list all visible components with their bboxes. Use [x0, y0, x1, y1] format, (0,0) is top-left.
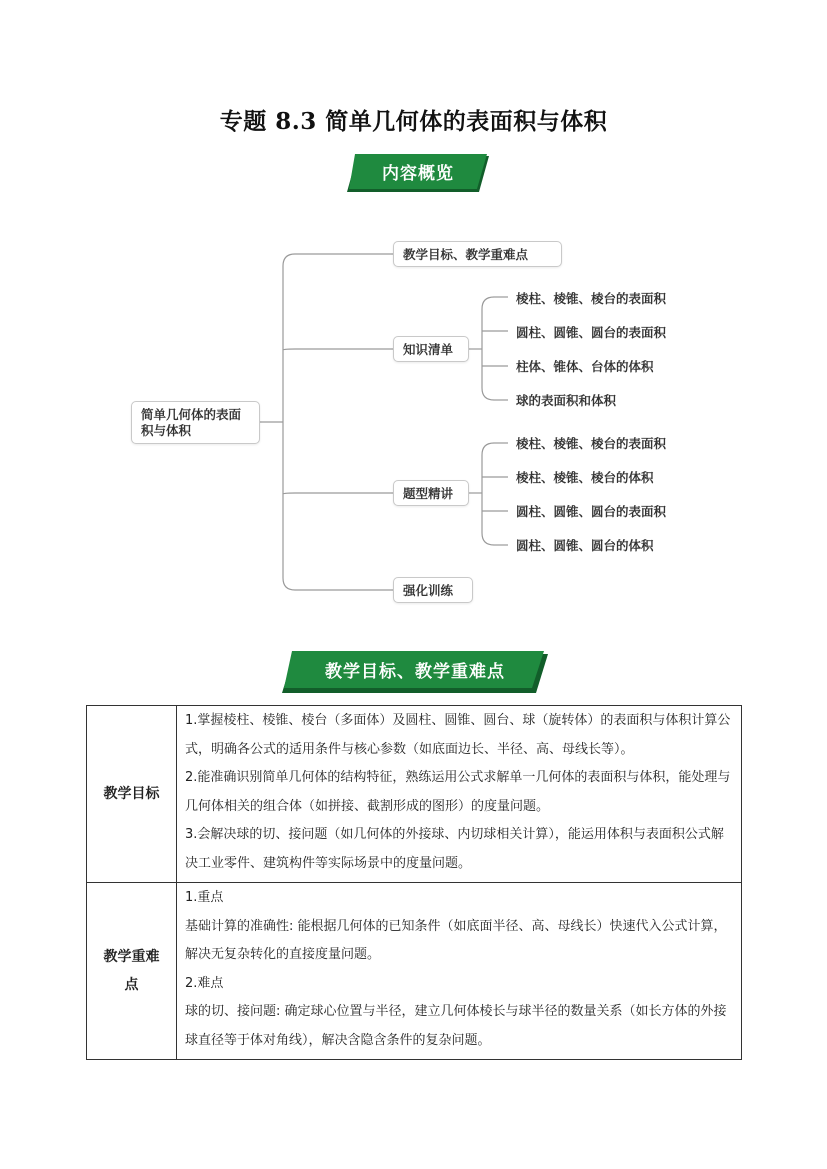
- mindmap-leaf: 柱体、锥体、台体的体积: [516, 359, 654, 374]
- objectives-table: [86, 705, 742, 1060]
- mindmap-leaf: 棱柱、棱锥、棱台的体积: [516, 470, 654, 485]
- objectives-banner-label: 教学目标、教学重难点: [325, 662, 505, 682]
- table-row: [87, 883, 742, 1060]
- row-header: [87, 883, 177, 1060]
- overview-banner-label: 内容概览: [382, 164, 454, 184]
- mindmap-leaf: 圆柱、圆锥、圆台的表面积: [516, 325, 667, 340]
- page-title: 专题 8.3 简单几何体的表面积与体积: [219, 108, 608, 135]
- mindmap-branch-training: [393, 577, 473, 603]
- mindmap-leaf: 圆柱、圆锥、圆台的体积: [516, 538, 654, 553]
- row-content: [177, 883, 742, 1060]
- mindmap-root-label: 简单几何体的表面积与体积: [141, 406, 242, 438]
- content-line: 1.重点: [185, 890, 224, 905]
- branch-label: 教学目标、教学重难点: [403, 247, 529, 262]
- mindmap-leaf: 棱柱、棱锥、棱台的表面积: [516, 291, 667, 306]
- mindmap-leaf: 球的表面积和体积: [516, 393, 617, 408]
- content-line: 基础计算的准确性: 能根据几何体的已知条件（如底面半径、高、母线长）快速代入公式计算，解决无复杂转化的直接度量问题。: [185, 918, 727, 962]
- content-line: 球的切、接问题: 确定球心位置与半径，建立几何体棱长与球半径的数量关系（如长方体的外接球直径等于体对角线），解决含隐含条件的复杂问题。: [185, 1004, 727, 1048]
- content-line: 1.掌握棱柱、棱锥、棱台（多面体）及圆柱、圆锥、圆台、球（旋转体）的表面积与体积计算公式，明确各公式的适用条件与核心参数（如底面边长、半径、高、母线长等）。: [185, 713, 731, 757]
- branch-label: 题型精讲: [403, 486, 454, 501]
- mindmap-branch-objectives: [393, 241, 562, 267]
- content-line: 2.难点: [185, 975, 224, 991]
- mindmap-branch-question-types: [393, 480, 469, 506]
- content-line: 3.会解决球的切、接问题（如几何体的外接球、内切球相关计算），能运用体积与表面积公式解决工业零件、建筑构件等实际场景中的度量问题。: [185, 827, 724, 871]
- mindmap-leaf: 圆柱、圆锥、圆台的表面积: [516, 504, 667, 519]
- mindmap-root: [131, 401, 260, 444]
- row-header: 教学目标: [87, 706, 177, 883]
- mindmap-branch-knowledge: [393, 336, 469, 362]
- row-content: [177, 706, 742, 883]
- objectives-banner: [282, 651, 548, 693]
- mindmap-leaf: 棱柱、棱锥、棱台的表面积: [516, 436, 667, 451]
- branch-label: 强化训练: [403, 583, 454, 598]
- table-row: [87, 706, 742, 883]
- branch-label: 知识清单: [403, 342, 454, 357]
- content-line: 2.能准确识别简单几何体的结构特征，熟练运用公式求解单一几何体的表面积与体积，能处理与几何体相关的组合体（如拼接、截割形成的图形）的度量问题。: [185, 770, 731, 814]
- row-header-label: 教学重难点: [103, 949, 160, 993]
